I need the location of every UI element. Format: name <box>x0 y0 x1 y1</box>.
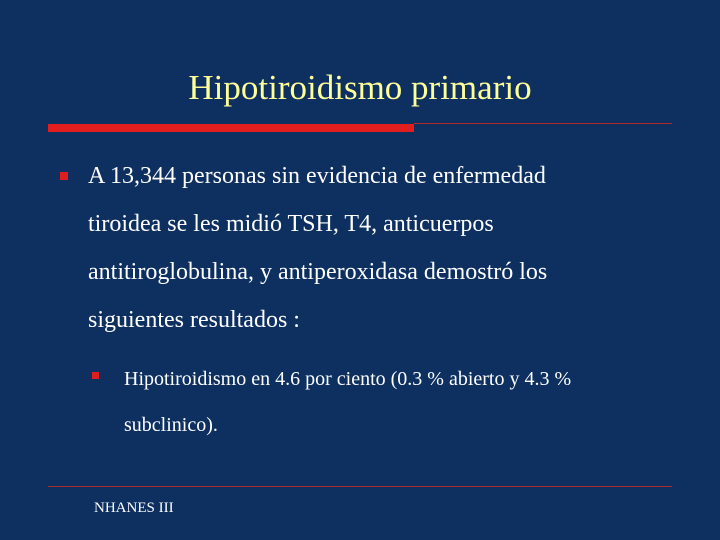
bullet-level1-line: tiroidea se les midió TSH, T4, anticuerpos <box>88 211 494 237</box>
bullet-level1-line: A 13,344 personas sin evidencia de enfermedad <box>88 163 546 189</box>
square-bullet-icon <box>60 172 68 180</box>
bullet-level1 <box>88 152 698 344</box>
bullet-level1-line: antitiroglobulina, y antiperoxidasa demostró los <box>88 259 548 285</box>
title-underline-accent <box>48 124 414 132</box>
bullet-level1-line: siguientes resultados : <box>88 307 300 333</box>
bullet-level2-line: subclinico). <box>124 414 218 436</box>
footer-divider <box>48 486 672 487</box>
bullet-level2-line: Hipotiroidismo en 4.6 por ciento (0.3 % abierto y 4.3 % <box>124 368 572 390</box>
slide-title: Hipotiroidismo primario <box>188 68 532 107</box>
footer-source: NHANES III <box>94 500 174 516</box>
square-subbullet-icon <box>92 372 99 379</box>
bullet-level2 <box>124 356 704 448</box>
title-underline-thin <box>414 123 672 124</box>
